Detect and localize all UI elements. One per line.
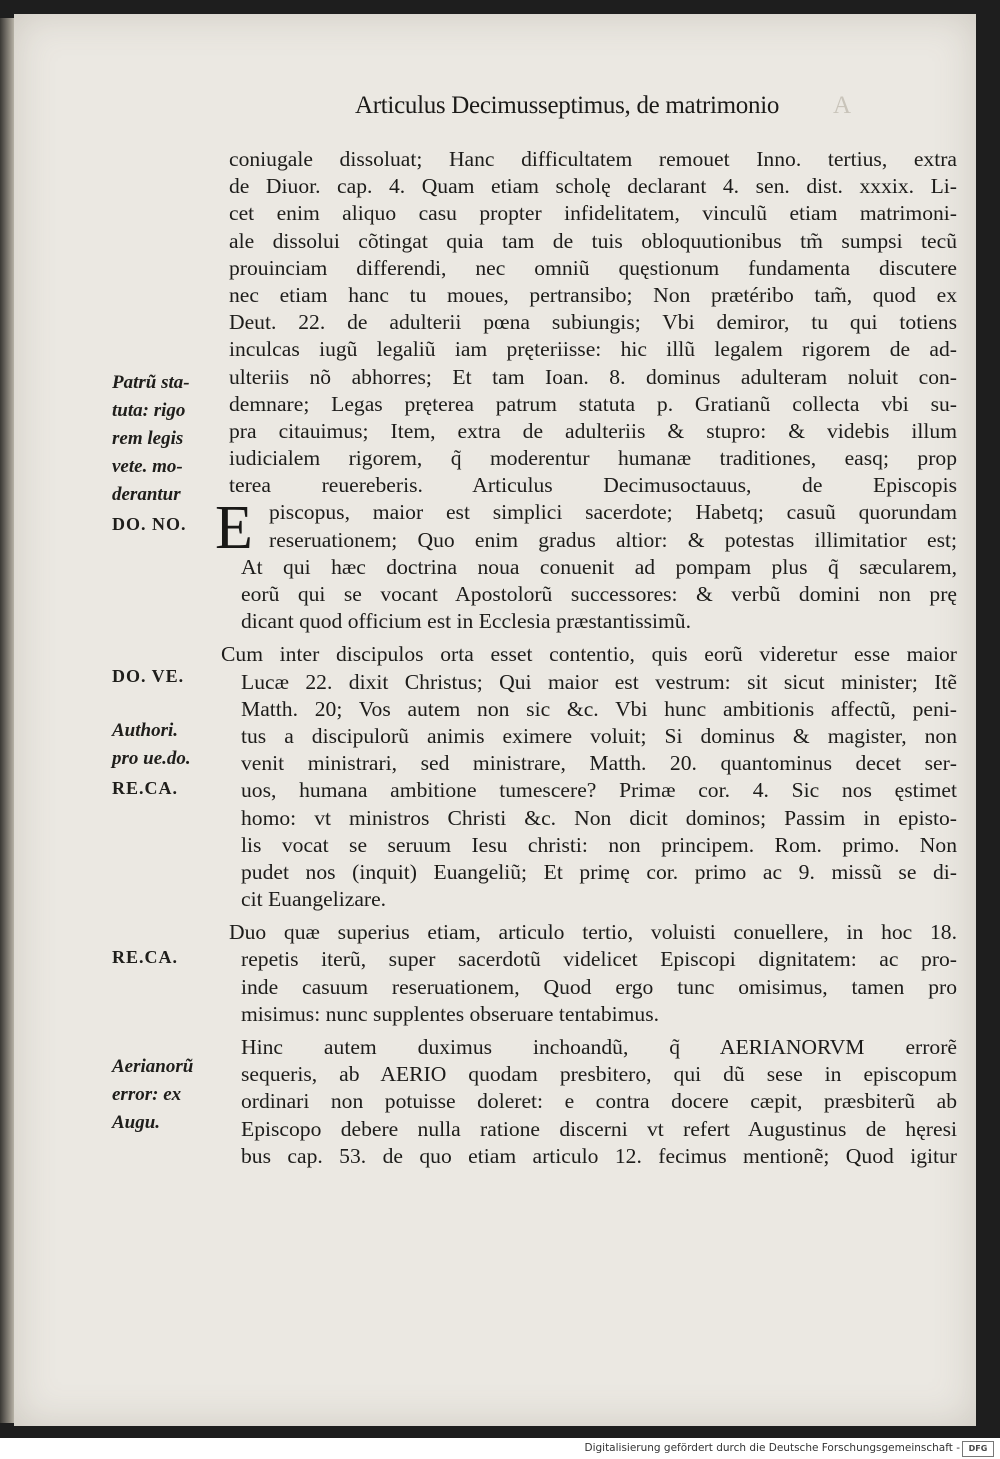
text-line: Cum inter discipulos orta esset contentio, quis eorũ videretur esse maior bbox=[221, 642, 957, 667]
text-line: reseruationem; Quo enim gradus altior: & potestas illimitatior est; bbox=[269, 527, 957, 552]
text-line: cet enim aliquo casu propter infidelitatem, vinculũ etiam matrimoni‑ bbox=[229, 201, 957, 226]
dfg-logo-icon: DFG bbox=[962, 1441, 994, 1457]
text-line: Hinc autem duximus inchoandũ, q̃ AERIANORVM errorẽ bbox=[241, 1035, 957, 1059]
text-line: At qui hæc doctrina noua conuenit ad pompam plus q̃ sæcularem, bbox=[241, 554, 957, 579]
margin-note: rem legis bbox=[112, 428, 184, 449]
text-line: iudicialem rigorem, q̃ moderentur humanæ traditiones, easq; prop bbox=[229, 446, 957, 471]
footer-credit: Digitalisierung gefördert durch die Deutsche Forschungsgemeinschaft - bbox=[584, 1442, 960, 1454]
text-line: Duo quæ superius etiam, articulo tertio, voluisti conuellere, in hoc 18. bbox=[229, 920, 957, 945]
text-line: repetis iterũ, super sacerdotũ videlicet Episcopi dignitatem: ac pro‑ bbox=[241, 947, 957, 972]
text-line: homo: vt ministros Christi &c. Non dicit dominos; Passim in episto‑ bbox=[241, 805, 957, 830]
text-line: Episcopo debere nulla ratione discerni vt refert Augustinus de hęresi bbox=[241, 1116, 957, 1141]
text-line: lis vocat se seruum Iesu christi: non principem. Rom. primo. Non bbox=[241, 832, 957, 857]
article-heading-line: terea reuereberis. Articulus Decimusoctauus, de Episcopis bbox=[229, 473, 957, 498]
text-line: bus cap. 53. de quo etiam articulo 12. fecimus mentionẽ; Quod igitur bbox=[241, 1143, 957, 1168]
text-line: cit Euangelizare. bbox=[241, 887, 387, 912]
text-line: tus a discipulorũ animis eximere voluit; Si dominus & magister, non bbox=[241, 723, 957, 748]
text-line: Lucæ 22. dixit Christus; Qui maior est vestrum: sit sicut minister; Itẽ bbox=[241, 669, 957, 694]
dropcap-paragraph bbox=[215, 494, 957, 563]
text-line: pra citauimus; Item, extra de adulteriis & stupro: & videbis illum bbox=[229, 418, 957, 443]
text-line: eorũ qui se vocant Apostolorũ successores: & verbũ domini non prę bbox=[241, 582, 957, 606]
margin-note: RE.CA. bbox=[112, 947, 179, 967]
margin-note: Authori. bbox=[112, 720, 179, 741]
margin-note: Augu. bbox=[112, 1112, 161, 1133]
text-line: Matth. 20; Vos autem non sic &c. Vbi hunc ambitionis affectũ, peni‑ bbox=[241, 696, 957, 721]
dropcap-letter: E bbox=[215, 494, 253, 563]
running-header: Articulus Decimusseptimus, de matrimonio bbox=[355, 92, 780, 119]
text-line: inde casuum reseruationem, Quod ergo tunc omisimus, tamen pro bbox=[241, 974, 957, 999]
text-line: nec etiam hanc tu moues, pertransibo; Non prætéribo tam̃, quod ex bbox=[229, 282, 957, 307]
text-line: uos, humana ambitione tumescere? Primæ cor. 4. Sic nos ęstimet bbox=[241, 778, 957, 803]
footer-bar bbox=[0, 1438, 1000, 1459]
text-line: coniugale dissoluat; Hanc difficultatem remouet Inno. tertius, extra bbox=[229, 147, 957, 171]
text-line: ulteriis nõ abhorres; Et tam Ioan. 8. dominus adulteram noluit con‑ bbox=[229, 364, 957, 389]
margin-note: Aerianorũ bbox=[112, 1056, 194, 1077]
text-line: Deut. 22. de adulterii pœna subiungis; Vbi demiror, tu qui totiens bbox=[229, 310, 957, 335]
text-line: misimus: nunc supplentes obseruare tentabimus. bbox=[241, 1001, 660, 1026]
text-line: prouinciam differendi, nec omniũ quęstionum fundamenta discutere bbox=[229, 255, 957, 280]
text-line: de Diuor. cap. 4. Quam etiam scholę declarant 4. sen. dist. xxxix. Li‑ bbox=[229, 174, 957, 199]
margin-note: DO. NO. bbox=[112, 514, 187, 534]
bleed-through-letter: A bbox=[833, 92, 852, 119]
text-line: inculcas iugũ legaliũ iam pręteriisse: hic illũ legalem rigorem de ad‑ bbox=[229, 337, 957, 362]
margin-note: derantur bbox=[112, 484, 181, 505]
text-line: venit ministrari, sed ministrare, Matth. 20. quantominus decet ser‑ bbox=[241, 751, 957, 776]
text-line: piscopus, maior est simplici sacerdote; Habetq; casuũ quorundam bbox=[269, 500, 957, 525]
main-text-block bbox=[215, 146, 957, 1170]
margin-note: Patrũ sta‑ bbox=[112, 372, 190, 393]
margin-note: tuta: rigo bbox=[112, 400, 186, 421]
margin-note: DO. VE. bbox=[112, 666, 185, 686]
margin-note: RE.CA. bbox=[112, 778, 179, 798]
text-line: ordinari non potuisse doleret: e contra docere cæpit, præsbiterũ ab bbox=[241, 1089, 957, 1114]
text-line: ale dissolui cõtingat quia tam de tuis obloquutionibus tm̃ sumpsi tecũ bbox=[229, 228, 957, 253]
text-line: sequeris, ab AERIO quodam presbitero, qui dũ sese in episcopum bbox=[241, 1062, 957, 1087]
text-line: demnare; Legas pręterea patrum statuta p. Gratianũ collecta vbi su‑ bbox=[229, 391, 957, 416]
margin-note: pro ue.do. bbox=[112, 748, 191, 769]
margin-note: vete. mo‑ bbox=[112, 456, 183, 477]
margin-note: error: ex bbox=[112, 1084, 182, 1105]
text-line: pudet nos (inquit) Euangeliũ; Et primę cor. primo ac 9. missũ se di‑ bbox=[241, 859, 957, 884]
text-line: dicant quod officium est in Ecclesia præstantissimũ. bbox=[241, 609, 691, 634]
